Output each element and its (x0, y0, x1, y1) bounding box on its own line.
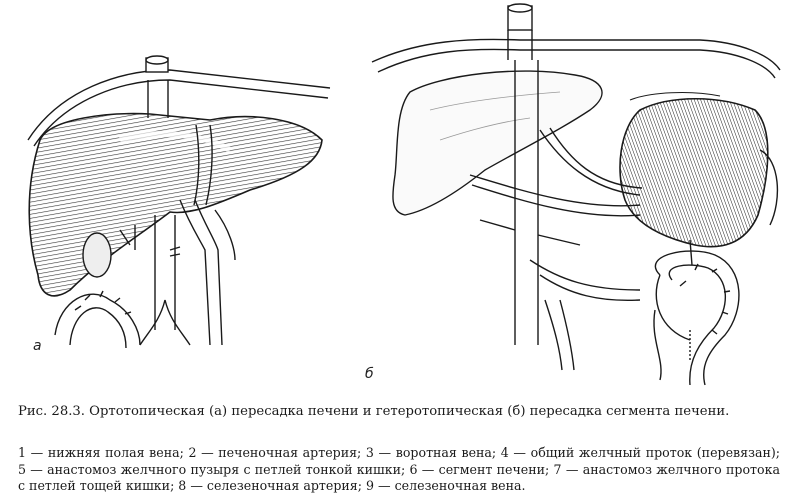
liver-segment-b (620, 99, 768, 247)
panel-a-drawing (28, 56, 330, 348)
panel-b-drawing (372, 4, 780, 385)
panel-label-b: б (365, 366, 374, 382)
figure-caption: Рис. 28.3. Ортотопическая (а) пересадка печени и гетеротопическая (б) пересадка сегмента печени. (18, 404, 730, 419)
panel-label-a: а (33, 338, 42, 354)
figure-legend: 1 — нижняя полая вена; 2 — печеночная артерия; 3 — воротная вена; 4 — общий желчный проток (перевязан); 5 — анастомоз желчного пузыря с петлей тонкой кишки; 6 — сегмент печени; 7 — анастомоз желчного протока с петлей тощей кишки; 8 — селезеночная артерия; 9 — селезеночная вена. (18, 445, 780, 493)
